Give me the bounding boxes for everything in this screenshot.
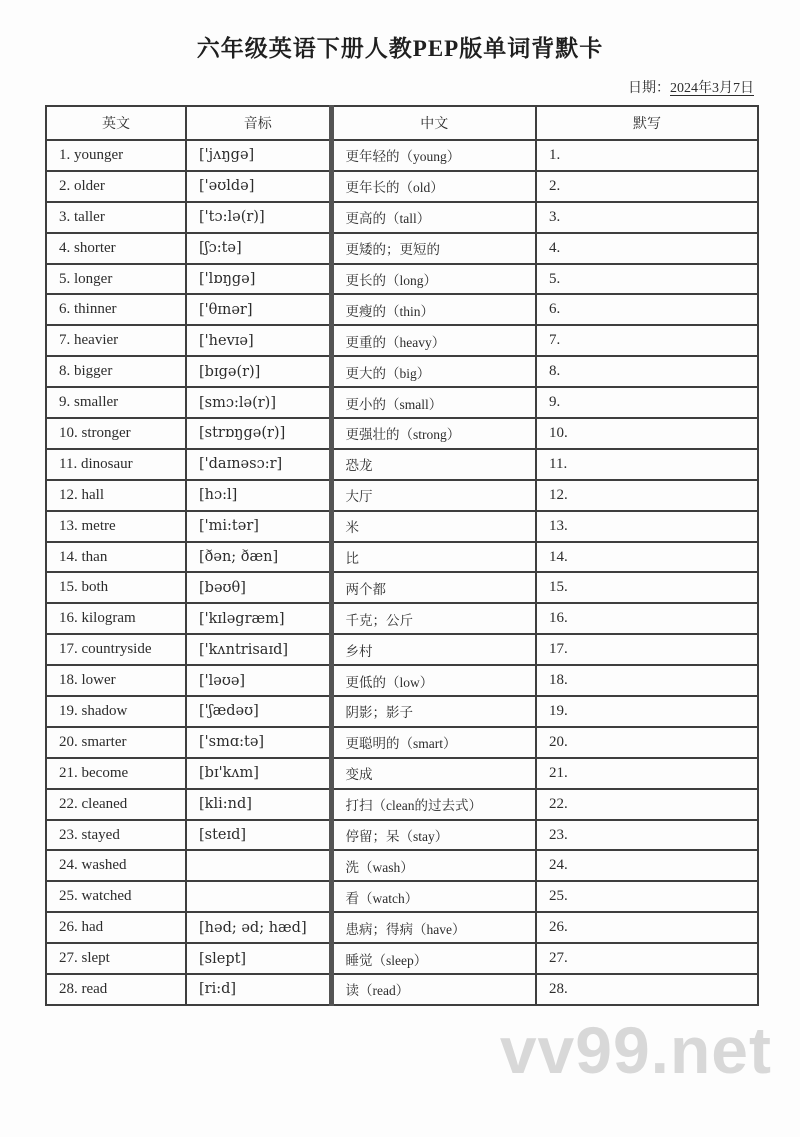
column-header-english: 英文 [46,106,186,140]
chinese-cell: 更长的（long） [331,264,536,295]
phonetic-cell: [ðən; ðæn] [186,542,331,573]
dictation-cell: 3. [536,202,758,233]
chinese-cell: 更年长的（old） [331,171,536,202]
word-cell: 19. shadow [46,696,186,727]
word-cell: 9. smaller [46,387,186,418]
dictation-cell: 22. [536,789,758,820]
document-page [0,30,800,1137]
date-line [0,77,754,97]
dictation-cell: 15. [536,572,758,603]
table-row [46,140,758,171]
chinese-cell: 睡觉（sleep） [331,943,536,974]
dictation-cell: 23. [536,820,758,851]
chinese-cell: 阴影；影子 [331,696,536,727]
word-cell: 18. lower [46,665,186,696]
dictation-cell: 27. [536,943,758,974]
dictation-cell: 21. [536,758,758,789]
dictation-cell: 13. [536,511,758,542]
chinese-cell: 千克；公斤 [331,603,536,634]
watermark-text: vv99.net [499,1013,772,1087]
dictation-cell: 26. [536,912,758,943]
table-row [46,572,758,603]
word-cell: 15. both [46,572,186,603]
table-row [46,820,758,851]
dictation-cell: 12. [536,480,758,511]
chinese-cell: 读（read） [331,974,536,1005]
chinese-cell: 更年轻的（young） [331,140,536,171]
dictation-cell: 5. [536,264,758,295]
dictation-cell: 14. [536,542,758,573]
table-row [46,233,758,264]
chinese-cell: 两个都 [331,572,536,603]
table-row [46,758,758,789]
dictation-cell: 2. [536,171,758,202]
chinese-cell: 更大的（big） [331,356,536,387]
phonetic-cell: ['smɑ:tə] [186,727,331,758]
phonetic-cell: ['θɪnər] [186,294,331,325]
dictation-cell: 9. [536,387,758,418]
chinese-cell: 停留；呆（stay） [331,820,536,851]
dictation-cell: 17. [536,634,758,665]
table-row [46,634,758,665]
word-cell: 13. metre [46,511,186,542]
word-cell: 10. stronger [46,418,186,449]
phonetic-cell: [strɒŋgə(r)] [186,418,331,449]
phonetic-cell: [slept] [186,943,331,974]
table-row [46,881,758,912]
phonetic-cell: ['ʃædəʊ] [186,696,331,727]
date-label: 日期： [628,81,670,96]
word-cell: 5. longer [46,264,186,295]
phonetic-cell: ['lɒŋgə] [186,264,331,295]
chinese-cell: 打扫（clean的过去式） [331,789,536,820]
chinese-cell: 患病；得病（have） [331,912,536,943]
phonetic-cell: ['mi:tər] [186,511,331,542]
table-row [46,789,758,820]
table-row [46,294,758,325]
phonetic-cell: [steɪd] [186,820,331,851]
dictation-cell: 8. [536,356,758,387]
chinese-cell: 更高的（tall） [331,202,536,233]
word-cell: 14. than [46,542,186,573]
word-cell: 2. older [46,171,186,202]
phonetic-cell [186,850,331,881]
word-cell: 24. washed [46,850,186,881]
chinese-cell: 更聪明的（smart） [331,727,536,758]
word-cell: 21. become [46,758,186,789]
date-value: 2024年3月7日 [670,81,754,96]
dictation-cell: 18. [536,665,758,696]
phonetic-cell: ['ləʊə] [186,665,331,696]
word-cell: 7. heavier [46,325,186,356]
phonetic-cell: [hɔ:l] [186,480,331,511]
table-row [46,974,758,1005]
table-row [46,511,758,542]
dictation-cell: 10. [536,418,758,449]
chinese-cell: 更瘦的（thin） [331,294,536,325]
dictation-cell: 6. [536,294,758,325]
word-cell: 8. bigger [46,356,186,387]
word-cell: 4. shorter [46,233,186,264]
word-cell: 12. hall [46,480,186,511]
phonetic-cell: [smɔ:lə(r)] [186,387,331,418]
phonetic-cell: ['kɪləgræm] [186,603,331,634]
dictation-cell: 4. [536,233,758,264]
phonetic-cell: [bəʊθ] [186,572,331,603]
phonetic-cell: ['jʌŋgə] [186,140,331,171]
dictation-cell: 16. [536,603,758,634]
word-cell: 22. cleaned [46,789,186,820]
word-cell: 23. stayed [46,820,186,851]
phonetic-cell: [kli:nd] [186,789,331,820]
table-row [46,912,758,943]
chinese-cell: 更矮的；更短的 [331,233,536,264]
dictation-cell: 11. [536,449,758,480]
dictation-cell: 25. [536,881,758,912]
word-cell: 26. had [46,912,186,943]
chinese-cell: 米 [331,511,536,542]
phonetic-cell: [ri:d] [186,974,331,1005]
word-cell: 20. smarter [46,727,186,758]
dictation-cell: 28. [536,974,758,1005]
phonetic-cell: [bɪgə(r)] [186,356,331,387]
word-cell: 16. kilogram [46,603,186,634]
chinese-cell: 更重的（heavy） [331,325,536,356]
column-header-phonetic: 音标 [186,106,331,140]
table-row [46,943,758,974]
table-row [46,480,758,511]
phonetic-cell: [həd; əd; hæd] [186,912,331,943]
chinese-cell: 更强壮的（strong） [331,418,536,449]
table-row [46,542,758,573]
chinese-cell: 乡村 [331,634,536,665]
table-row [46,264,758,295]
word-cell: 6. thinner [46,294,186,325]
table-row [46,418,758,449]
table-row [46,727,758,758]
word-cell: 28. read [46,974,186,1005]
table-row [46,850,758,881]
word-cell: 11. dinosaur [46,449,186,480]
word-cell: 27. slept [46,943,186,974]
phonetic-cell [186,881,331,912]
column-header-dictation: 默写 [536,106,758,140]
page-title: 六年级英语下册人教PEP版单词背默卡 [196,36,604,61]
chinese-cell: 比 [331,542,536,573]
chinese-cell: 看（watch） [331,881,536,912]
table-row [46,603,758,634]
chinese-cell: 更低的（low） [331,665,536,696]
word-cell: 3. taller [46,202,186,233]
chinese-cell: 大厅 [331,480,536,511]
phonetic-cell: ['kʌntrisaɪd] [186,634,331,665]
chinese-cell: 更小的（small） [331,387,536,418]
dictation-cell: 24. [536,850,758,881]
phonetic-cell: [ʃɔ:tə] [186,233,331,264]
chinese-cell: 恐龙 [331,449,536,480]
table-row [46,325,758,356]
phonetic-cell: [bɪ'kʌm] [186,758,331,789]
dictation-cell: 20. [536,727,758,758]
table-row [46,171,758,202]
column-header-chinese: 中文 [331,106,536,140]
phonetic-cell: ['hevɪə] [186,325,331,356]
chinese-cell: 变成 [331,758,536,789]
word-cell: 1. younger [46,140,186,171]
phonetic-cell: ['daɪnəsɔ:r] [186,449,331,480]
table-row [46,696,758,727]
phonetic-cell: ['əʊldə] [186,171,331,202]
dictation-cell: 19. [536,696,758,727]
phonetic-cell: ['tɔ:lə(r)] [186,202,331,233]
dictation-cell: 1. [536,140,758,171]
table-row [46,665,758,696]
table-header-row [46,106,758,140]
word-cell: 17. countryside [46,634,186,665]
table-row [46,202,758,233]
chinese-cell: 洗（wash） [331,850,536,881]
dictation-cell: 7. [536,325,758,356]
table-row [46,356,758,387]
vocabulary-table [45,105,759,1006]
word-cell: 25. watched [46,881,186,912]
table-body [46,140,758,1005]
table-row [46,449,758,480]
table-row [46,387,758,418]
